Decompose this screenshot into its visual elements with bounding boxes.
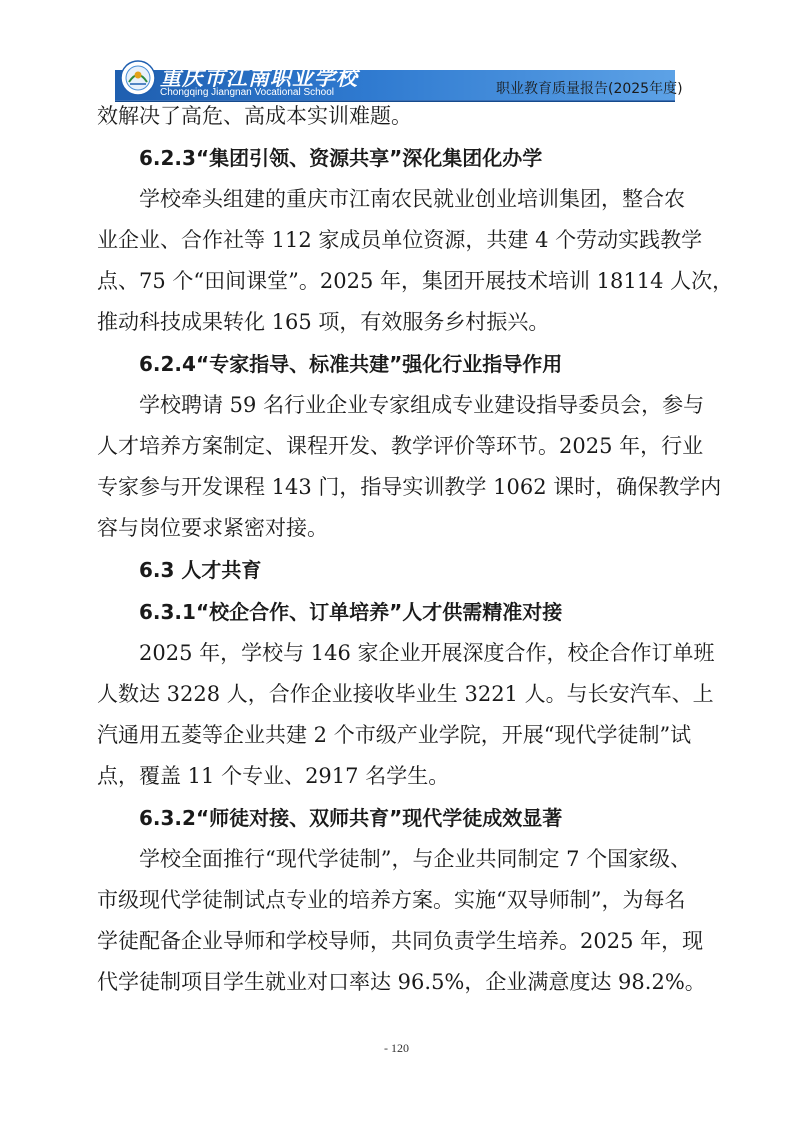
- page-header: [0, 0, 793, 100]
- school-name-cn: 重庆市江南职业学校: [160, 65, 358, 90]
- paragraph-line: 点，覆盖 11 个专业、2917 名学生。: [97, 764, 450, 788]
- document-body: [97, 96, 734, 1003]
- paragraph-line: 业企业、合作社等 112 家成员单位资源，共建 4 个劳动实践教学: [97, 228, 703, 252]
- paragraph-line: 代学徒制项目学生就业对口率达 96.5%，企业满意度达 98.2%。: [97, 970, 706, 994]
- section-heading-6-3-1: 6.3.1“校企合作、订单培养”人才供需精准对接: [139, 600, 563, 624]
- section-heading-6-3: 6.3 人才共育: [139, 558, 262, 582]
- paragraph-line: 专家参与开发课程 143 门，指导实训教学 1062 课时，确保教学内: [97, 475, 722, 499]
- paragraph-line: 学校牵头组建的重庆市江南农民就业创业培训集团，整合农: [139, 187, 685, 211]
- section-heading-6-2-3: 6.2.3“集团引领、资源共享”深化集团化办学: [139, 146, 543, 170]
- section-heading-6-2-4: 6.2.4“专家指导、标准共建”强化行业指导作用: [139, 352, 563, 376]
- paragraph-line: 学校全面推行“现代学徒制”，与企业共同制定 7 个国家级、: [139, 847, 692, 871]
- paragraph-line: 容与岗位要求紧密对接。: [97, 516, 328, 540]
- paragraph-line: 点、75 个“田间课堂”。2025 年，集团开展技术培训 18114 人次，: [97, 269, 734, 293]
- section-heading-6-3-2: 6.3.2“师徒对接、双师共育”现代学徒成效显著: [139, 806, 563, 830]
- paragraph-line: 推动科技成果转化 165 项，有效服务乡村振兴。: [97, 310, 550, 334]
- paragraph-line: 效解决了高危、高成本实训难题。: [97, 104, 412, 128]
- paragraph-line: 人才培养方案制定、课程开发、教学评价等环节。2025 年，行业: [97, 434, 704, 458]
- paragraph-line: 市级现代学徒制试点专业的培养方案。实施“双导师制”，为每名: [97, 888, 686, 912]
- school-emblem-icon: [120, 60, 156, 96]
- paragraph-line: 学徒配备企业导师和学校导师，共同负责学生培养。2025 年，现: [97, 929, 704, 953]
- paragraph-line: 学校聘请 59 名行业企业专家组成专业建设指导委员会，参与: [139, 393, 705, 417]
- report-title: 职业教育质量报告(2025年度): [496, 81, 683, 97]
- paragraph-line: 人数达 3228 人，合作企业接收毕业生 3221 人。与长安汽车、上: [97, 682, 714, 706]
- school-name-en: Chongqing Jiangnan Vocational School: [160, 87, 335, 98]
- paragraph-line: 2025 年，学校与 146 家企业开展深度合作，校企合作订单班: [139, 641, 715, 665]
- page-number: - 120: [384, 1041, 409, 1055]
- paragraph-line: 汽通用五菱等企业共建 2 个市级产业学院，开展“现代学徒制”试: [97, 723, 692, 747]
